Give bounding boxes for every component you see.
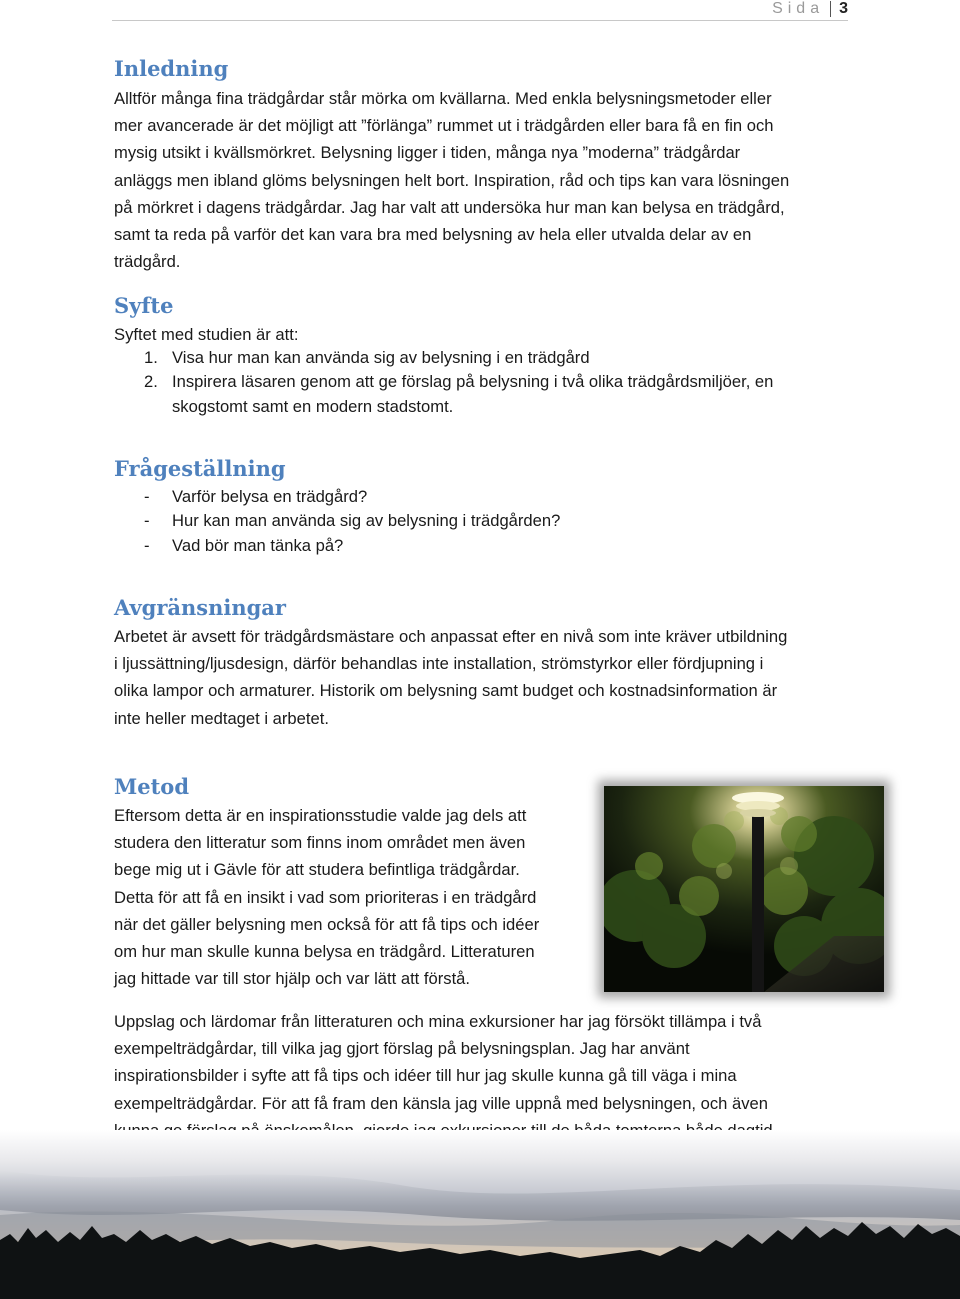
list-text: skogstomt samt en modern stadstomt. [172, 396, 454, 416]
heading-inledning: Inledning [114, 56, 229, 81]
list-item [114, 346, 773, 370]
list-text: Vad bör man tänka på? [172, 535, 344, 555]
text-line: när det gäller belysning men också för att få tips och idéer [114, 914, 540, 934]
dusk-sky-illustration [0, 1130, 960, 1299]
heading-avgransningar: Avgränsningar [114, 595, 286, 620]
list-marker: 1. [144, 348, 158, 367]
list-item [114, 534, 560, 558]
heading-syfte: Syfte [114, 293, 174, 318]
list-item [114, 509, 560, 533]
text-line: exempelträdgårdar, till vilka jag gjort förslag på belysningsplan. Jag har använt [114, 1039, 690, 1059]
text-line: Arbetet är avsett för trädgårdsmästare och anpassat efter en nivå som inte kräver utbildning [114, 627, 788, 646]
paragraph-avgransningar [114, 623, 787, 732]
text-line: mysig utsikt i kvällsmörkret. Belysning ligger i tiden, många nya ”moderna” trädgårdar [114, 143, 741, 163]
page-label [772, 0, 848, 18]
list-marker: - [144, 535, 150, 555]
text-line: Uppslag och lärdomar från litteraturen och mina exkursioner har jag försökt tillämpa i två [114, 1012, 762, 1031]
text-line: Alltför många fina trädgårdar står mörka om kvällarna. Med enkla belysningsmetoder eller [114, 89, 772, 108]
text-line: inspirationsbilder i syfte att få tips och idéer till hur jag skulle kunna gå till väga i mina [114, 1066, 737, 1086]
text-line: i ljussättning/ljusdesign, därför behandlas inte installation, strömstyrkor eller fördjupning i [114, 654, 764, 674]
list-marker: - [144, 511, 150, 531]
text-line: studera den litteratur som finns inom området men även [114, 833, 526, 853]
list-item [114, 485, 560, 509]
list-marker: - [144, 487, 150, 506]
list-text: Varför belysa en trädgård? [172, 487, 368, 506]
paragraph-metod [114, 802, 539, 992]
page-number: 3 [839, 0, 848, 17]
dusk-sky-treeline-photo [0, 1130, 960, 1299]
syfte-list [114, 346, 773, 419]
text-line: på mörkret i dagens trädgårdar. Jag har valt att undersöka hur man kan belysa en trädgård, [114, 197, 785, 217]
garden-lamp-illustration [604, 786, 884, 992]
list-text: Hur kan man använda sig av belysning i trädgården? [172, 511, 561, 531]
page-header [112, 0, 848, 21]
header-separator [830, 1, 831, 17]
text-line: inte heller medtaget i arbetet. [114, 708, 329, 728]
paragraph-inledning [114, 85, 789, 275]
text-line: jag hittade var till stor hjälp och var lätt att förstå. [114, 969, 471, 989]
list-item [114, 370, 773, 419]
text-line: Eftersom detta är en inspirationsstudie valde jag dels att [114, 806, 527, 825]
page-word: Sida [772, 0, 825, 17]
text-line: samt ta reda på varför det kan vara bra med belysning av hela eller utvalda delar av en [114, 225, 752, 245]
heading-metod: Metod [114, 774, 189, 799]
text-line: om hur man skulle kunna belysa en trädgård. Litteraturen [114, 942, 535, 962]
fragestallning-list [114, 485, 560, 558]
list-text: Inspirera läsaren genom att ge förslag på belysning i två olika trädgårdsmiljöer, en [172, 372, 774, 392]
text-line: Detta för att få en insikt i vad som prioriteras i en trädgård [114, 887, 537, 907]
syfte-intro: Syftet med studien är att: [114, 325, 299, 344]
paragraph-metod-2 [114, 1008, 773, 1144]
list-text: Visa hur man kan använda sig av belysning i en trädgård [172, 348, 590, 367]
garden-lamp-photo [604, 786, 884, 992]
text-line: exempelträdgårdar. För att få fram den känsla jag ville uppnå med belysningen, och även [114, 1093, 768, 1113]
text-line: bege mig ut i Gävle för att studera befintliga trädgårdar. [114, 860, 520, 880]
list-marker: 2. [144, 372, 158, 392]
heading-fragestallning: Frågeställning [114, 456, 286, 481]
text-line: olika lampor och armaturer. Historik om belysning samt budget och kostnadsinformation är [114, 681, 778, 701]
text-line: trädgård. [114, 252, 181, 272]
text-line: mer avancerade är det möjligt att ”förlänga” rummet ut i trädgården eller bara få en fin och [114, 116, 774, 136]
text-line: anläggs men ibland glöms belysningen helt bort. Inspiration, råd och tips kan vara lösningen [114, 170, 790, 190]
